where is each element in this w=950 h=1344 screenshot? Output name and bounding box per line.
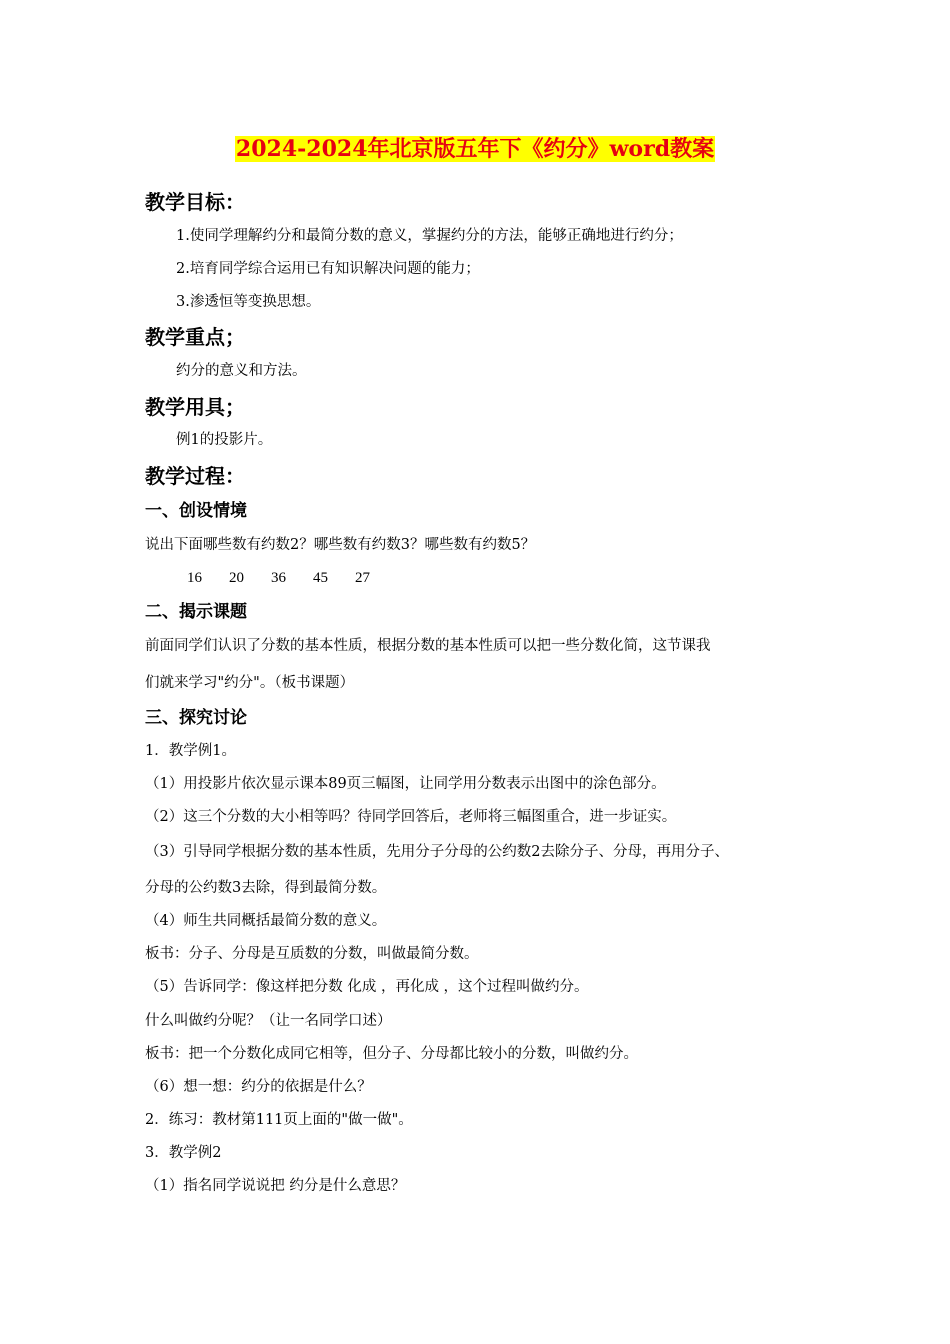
number-item: 16 (187, 570, 202, 586)
goal-item: 3.渗透恒等变换思想。 (176, 294, 321, 310)
goal-item: 1.使同学理解约分和最简分数的意义，掌握约分的方法，能够正确地进行约分； (176, 228, 683, 244)
number-item: 20 (229, 570, 244, 586)
part2-line: 们就来学习"约分"。（板书课题） (145, 675, 355, 691)
part3-line: （4）师生共同概括最简分数的意义。 (145, 913, 387, 929)
part3-line: （2）这三个分数的大小相等吗？待同学回答后，老师将三幅图重合，进一步证实。 (145, 809, 677, 825)
goals-heading: 教学目标： (145, 190, 245, 214)
part1-heading: 一、创设情境 (145, 501, 247, 521)
part3-line: 2．练习：教材第111页上面的"做一做"。 (145, 1112, 413, 1128)
part3-line: （3）引导同学根据分数的基本性质，先用分子分母的公约数2去除分子、分母，再用分子、 (145, 844, 729, 860)
part3-line: （1）用投影片依次显示课本89页三幅图，让同学用分数表示出图中的涂色部分。 (145, 776, 666, 792)
tools-heading: 教学用具； (145, 395, 245, 419)
part1-text: 说出下面哪些数有约数2？哪些数有约数3？哪些数有约数5？ (145, 537, 536, 553)
number-item: 36 (271, 570, 286, 586)
key-heading: 教学重点； (145, 325, 245, 349)
process-heading: 教学过程： (145, 464, 245, 488)
tools-text: 例1的投影片。 (176, 432, 273, 448)
part3-line: 分母的公约数3去除，得到最简分数。 (145, 880, 387, 896)
key-text: 约分的意义和方法。 (176, 363, 307, 379)
part3-line: 什么叫做约分呢？（让一名同学口述） (145, 1013, 392, 1029)
number-item: 45 (313, 570, 328, 586)
number-list (187, 568, 397, 588)
part3-line: （5）告诉同学：像这样把分数 化成 ，再化成 ，这个过程叫做约分。 (145, 979, 589, 995)
document-title: 2024-2024年北京版五年下《约分》word教案 (235, 136, 715, 162)
part3-heading: 三、探究讨论 (145, 708, 247, 728)
part2-heading: 二、揭示课题 (145, 602, 247, 622)
goal-item: 2.培育同学综合运用已有知识解决问题的能力； (176, 261, 480, 277)
number-item: 27 (355, 570, 370, 586)
part3-line: （1）指名同学说说把 约分是什么意思？ (145, 1178, 406, 1194)
part3-line: （6）想一想：约分的依据是什么？ (145, 1079, 372, 1095)
part3-line: 板书：分子、分母是互质数的分数，叫做最简分数。 (145, 946, 479, 962)
part2-line: 前面同学们认识了分数的基本性质，根据分数的基本性质可以把一些分数化简，这节课我 (145, 638, 711, 654)
part3-line: 板书：把一个分数化成同它相等，但分子、分母都比较小的分数，叫做约分。 (145, 1046, 638, 1062)
part3-line: 3．教学例2 (145, 1145, 222, 1161)
part3-line: 1．教学例1。 (145, 743, 236, 759)
